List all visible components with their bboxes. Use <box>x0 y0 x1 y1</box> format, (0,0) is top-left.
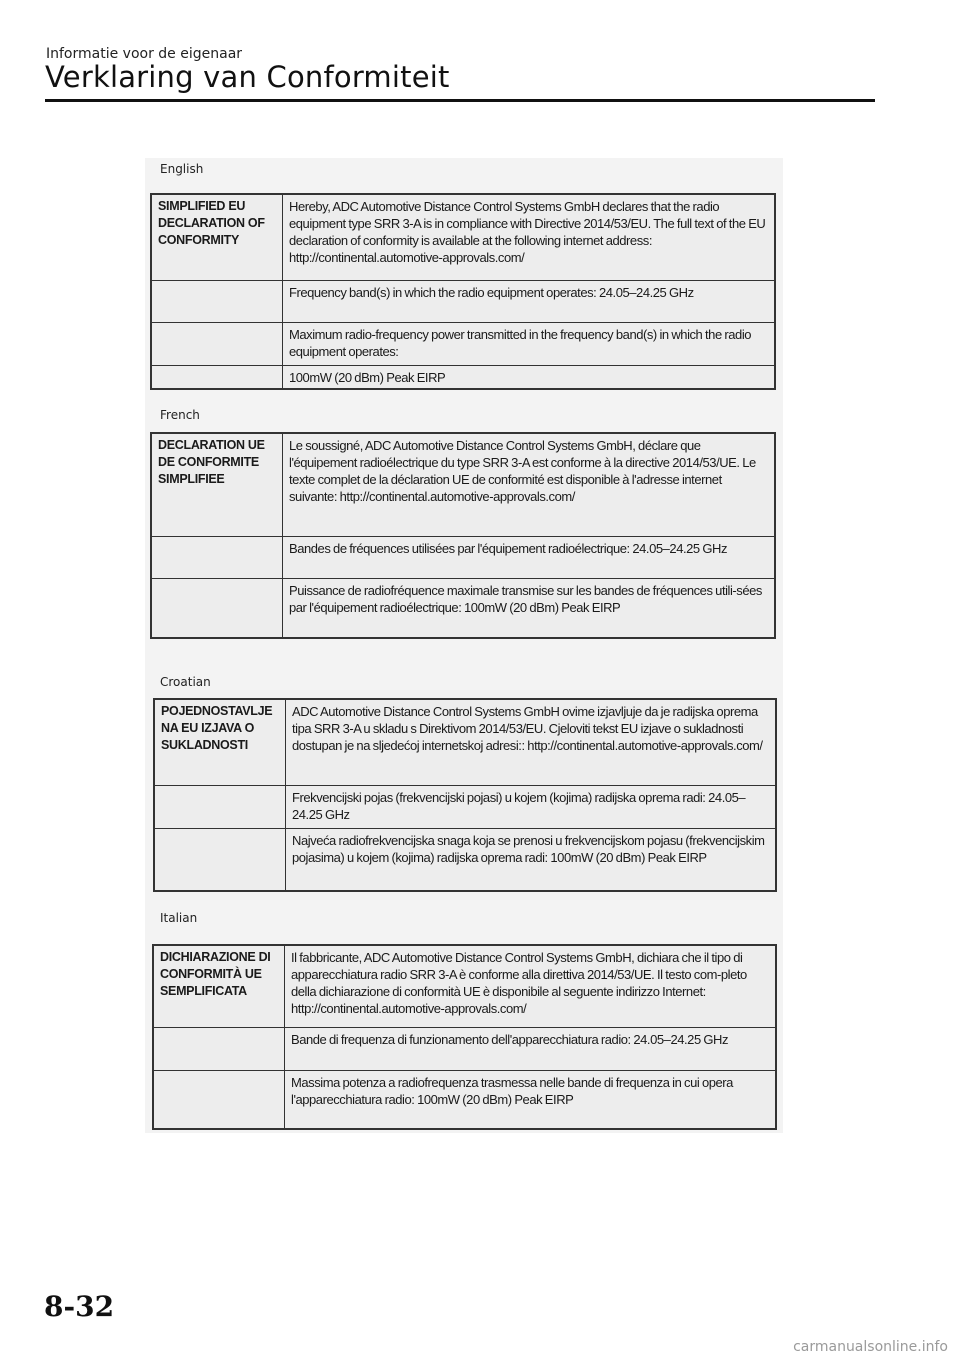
table-cell: Puissance de radiofréquence maximale transmise sur les bandes de fréquences utili-sées par l'équipement radioélectrique: 100mW (20 dBm) Peak EIRP <box>283 578 775 637</box>
table-cell: Hereby, ADC Automotive Distance Control Systems GmbH declares that the radio equipment type SRR 3-A is in compliance with Directive 2014/53/EU. The full text of the EU declaration of conformity is available at the following internet address: http://continental.automotive-approvals.com/ <box>283 195 775 281</box>
table-empty-cell <box>152 323 283 366</box>
watermark: carmanualsonline.info <box>793 1339 948 1355</box>
table-cell: Frequency band(s) in which the radio equipment operates: 24.05–24.25 GHz <box>283 281 775 323</box>
table-empty-cell <box>152 536 283 578</box>
table-heading: DICHIARAZIONE DI CONFORMITÀ UE SEMPLIFICATA <box>154 946 285 1028</box>
table-empty-cell <box>154 1070 285 1128</box>
table-cell: Massima potenza a radiofrequenza trasmessa nelle bande di frequenza in cui opera l'apparecchiatura radio: 100mW (20 dBm) Peak EIRP <box>285 1070 776 1128</box>
table-heading: POJEDNOSTAVLJE NA EU IZJAVA O SUKLADNOSTI <box>155 700 286 786</box>
header-rule <box>45 99 875 102</box>
table-empty-cell <box>154 1028 285 1070</box>
language-label-croatian: Croatian <box>160 675 211 689</box>
declaration-table-italian <box>152 944 777 1130</box>
table-cell: Frekvencijski pojas (frekvencijski pojasi) u kojem (kojima) radijska oprema radi: 24.05–24.25 GHz <box>286 786 776 828</box>
language-label-italian: Italian <box>160 911 198 925</box>
table-empty-cell <box>152 578 283 637</box>
declaration-table-french <box>150 432 776 639</box>
table-cell: Il fabbricante, ADC Automotive Distance Control Systems GmbH, dichiara che il tipo di apparecchiatura radio SRR 3-A è conforme alla direttiva 2014/53/UE. Il testo com-pleto della dichiarazione di conformità UE è disponibile al seguente indirizzo Internet: http://continental.automotive-approvals.com/ <box>285 946 776 1028</box>
page-title: Verklaring van Conformiteit <box>45 60 450 94</box>
table-cell: Bande di frequenza di funzionamento dell'apparecchiatura radio: 24.05–24.25 GHz <box>285 1028 776 1070</box>
table-cell: Le soussigné, ADC Automotive Distance Control Systems GmbH, déclare que l'équipement radioélectrique du type SRR 3-A est conforme à la directive 2014/53/UE. Le texte complet de la déclaration UE de conformité est disponible à l'adresse internet suivante: http://continental.automotive-approvals.com/ <box>283 434 775 537</box>
language-label-french: French <box>160 408 200 422</box>
table-cell: 100mW (20 dBm) Peak EIRP <box>283 366 775 389</box>
table-heading: SIMPLIFIED EU DECLARATION OF CONFORMITY <box>152 195 283 281</box>
table-empty-cell <box>155 786 286 828</box>
table-empty-cell <box>155 828 286 890</box>
declaration-table-croatian <box>153 698 777 892</box>
table-empty-cell <box>152 366 283 389</box>
page-number: 8-32 <box>44 1290 115 1323</box>
page-supertitle: Informatie voor de eigenaar <box>46 46 243 62</box>
table-empty-cell <box>152 281 283 323</box>
language-label-english: English <box>160 162 204 176</box>
table-heading: DECLARATION UE DE CONFORMITE SIMPLIFIEE <box>152 434 283 537</box>
table-cell: ADC Automotive Distance Control Systems GmbH ovime izjavljuje da je radijska oprema tipa SRR 3-A u skladu s Direktivom 2014/53/EU. Cjeloviti tekst EU izjave o sukladnosti dostupan je na sljedećoj internetskoj adresi:: http://continental.automotive-approvals.com/ <box>286 700 776 786</box>
table-cell: Maximum radio-frequency power transmitted in the frequency band(s) in which the radio equipment operates: <box>283 323 775 366</box>
table-cell: Bandes de fréquences utilisées par l'équipement radioélectrique: 24.05–24.25 GHz <box>283 536 775 578</box>
table-cell: Najveća radiofrekvencijska snaga koja se prenosi u frekvencijskom pojasu (frekvencijskim pojasima) u kojem (kojima) radijska oprema radi: 100mW (20 dBm) Peak EIRP <box>286 828 776 890</box>
declaration-table-english <box>150 193 776 390</box>
